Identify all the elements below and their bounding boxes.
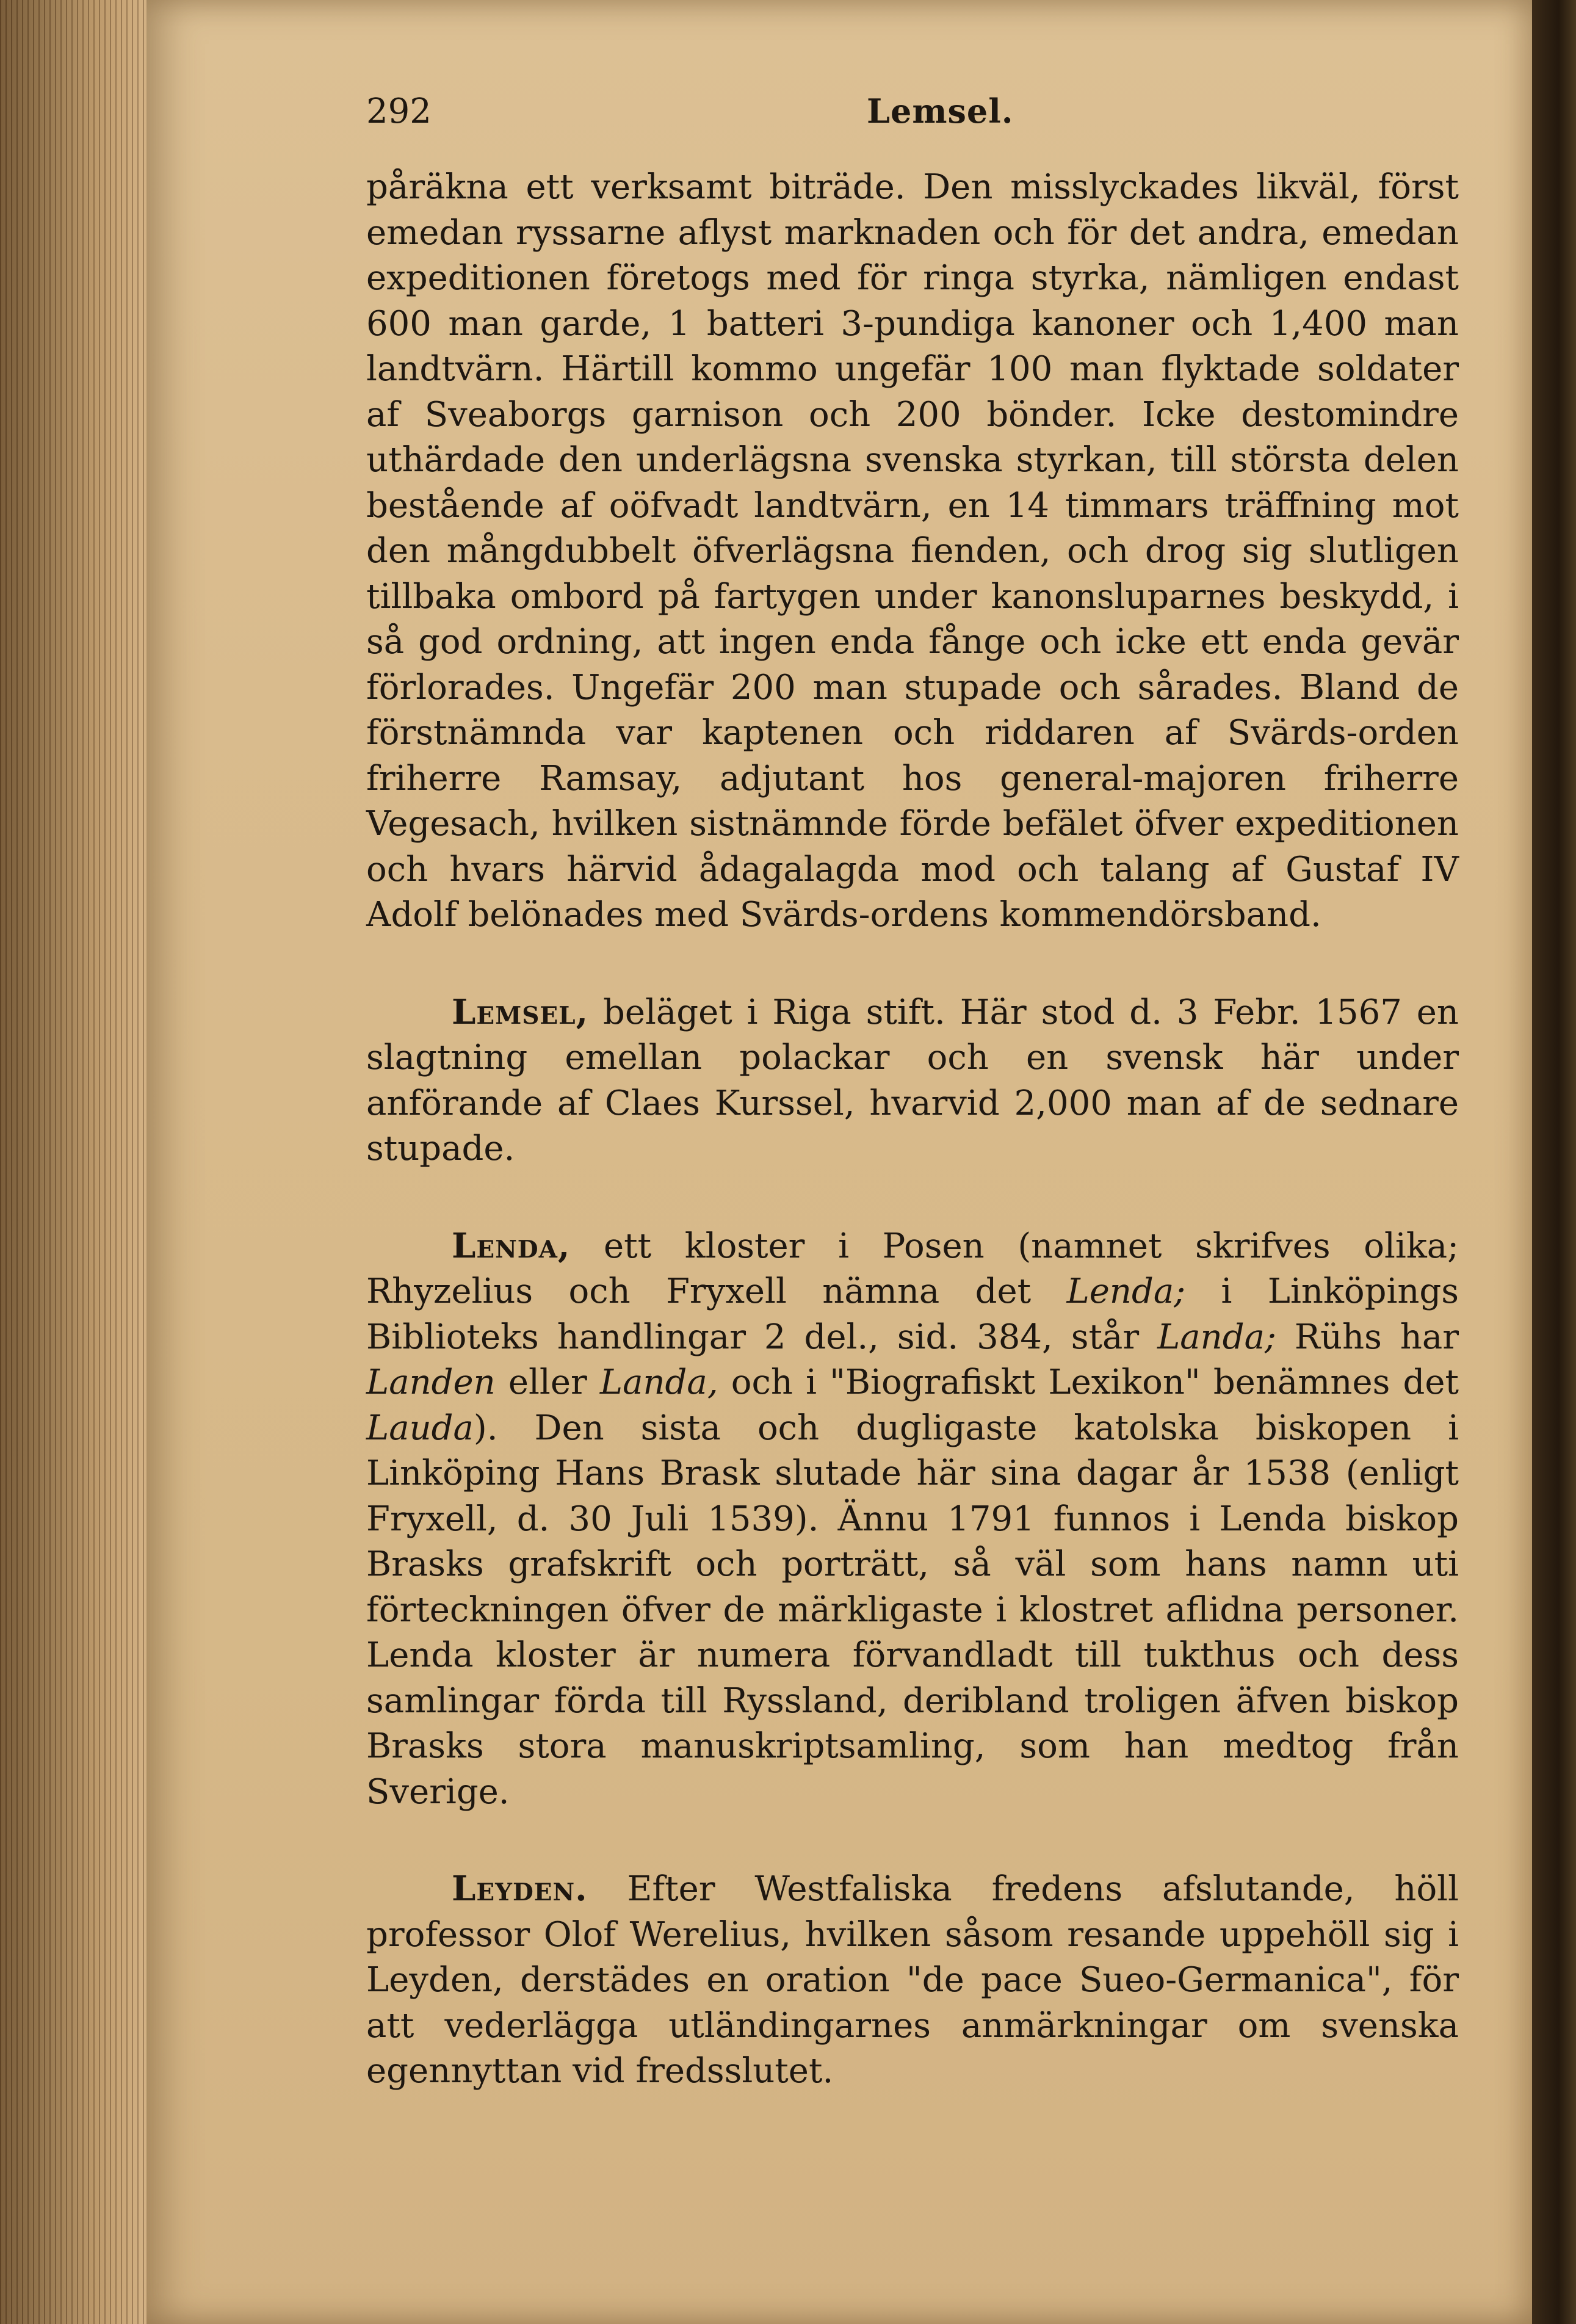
headword-lemsel: Lemsel, [452,991,589,1032]
entry-lemsel [366,990,1459,1172]
entry-lemsel-text: beläget i Riga stift. Här stod d. 3 Febr. 1567 en slagtning emellan polackar och en svensk här under anförande af Claes Kurssel, hvarvid 2,000 man af de sednare stupade. [366,992,1459,1168]
headword-lenda: Lenda, [452,1225,571,1266]
headword-leyden: Leyden. [452,1869,588,1909]
entry-lenda-text-1: ett kloster i Posen (namnet skrifves olika; Rhyzelius och Fryxell nämna det [366,1226,1459,1311]
running-title: Lemsel. [867,92,1014,131]
entry-lenda-text-2: i Linköpings Biblioteks handlingar 2 del., sid. 384, står [366,1272,1459,1357]
continuation-paragraph: påräkna ett verksamt biträde. Den misslyckades likväl, först emedan ryssarne aflyst marknaden och för det andra, emedan expeditionen företogs med för ringa styrka, nämligen endast 600 man garde, 1 batteri 3-pundiga kanoner och 1,400 man landtvärn. Härtill kommo ungefär 100 man flyktade soldater af Sveaborgs garnison och 200 bönder. Icke destomindre uthärdade den underlägsna svenska styrkan, till största delen bestående af oöfvadt landtvärn, en 14 timmars träffning mot den mångdubbelt öfverlägsna fienden, och drog sig slutligen tillbaka ombord på fartygen under kanonsluparnes beskydd, i så god ordning, att ingen enda fånge och icke ett enda gevär förlorades. Ungefär 200 man stupade och sårades. Bland de förstnämnda var kaptenen och riddaren af Svärds-orden friherre Ramsay, adjutant hos general-majoren friherre Vegesach, hvilken sistnämnde förde befälet öfver expeditionen och hvars härvid ådagalagda mod och talang af Gustaf IV Adolf belönades med Svärds-ordens kommendörsband. [366,167,1459,935]
entry-lenda-variant-3: Landen [366,1363,496,1402]
entry-lenda-variant-1: Lenda; [1066,1272,1186,1311]
page-number: 292 [366,92,432,131]
entry-lenda-text-6: ). Den sista och dugligaste katolska biskopen i Linköping Hans Brask slutade här sina dagar år 1538 (enligt Fryxell, d. 30 Juli 1539). Ännu 1791 funnos i Lenda biskop Brasks grafskrift och porträtt, så väl som hans namn uti förteckningen öfver de märkligaste i klostret aflidna personer. Lenda kloster är numera förvandladt till tukthus och dess samlingar förda till Ryssland, deribland troligen äfven biskop Brasks stora manuskriptsamling, som han medtog från Sverige. [366,1408,1459,1812]
entry-lenda-text-4: eller [495,1363,600,1402]
entry-leyden [366,1866,1459,2094]
entry-lenda [366,1223,1459,1815]
page-edge [1532,0,1576,2324]
entry-lenda-variant-5: Lauda [366,1408,474,1448]
entry-lenda-variant-2: Landa; [1157,1317,1276,1357]
entry-lenda-text-3: Rühs har [1276,1317,1459,1357]
page-header [366,92,1465,147]
book-gutter [0,0,146,2324]
page-body [366,165,1459,2094]
entry-lenda-text-5: och i "Biografiskt Lexikon" benämnes det [718,1363,1459,1402]
entry-leyden-text: Efter Westfaliska fredens afslutande, höll professor Olof Werelius, hvilken såsom resande uppehöll sig i Leyden, derstädes en oration "de pace Sueo-Germanica", för att vederlägga utländingarnes anmärkningar om svenska egennyttan vid fredsslutet. [366,1869,1459,2091]
entry-lenda-variant-4: Landa, [599,1363,718,1402]
